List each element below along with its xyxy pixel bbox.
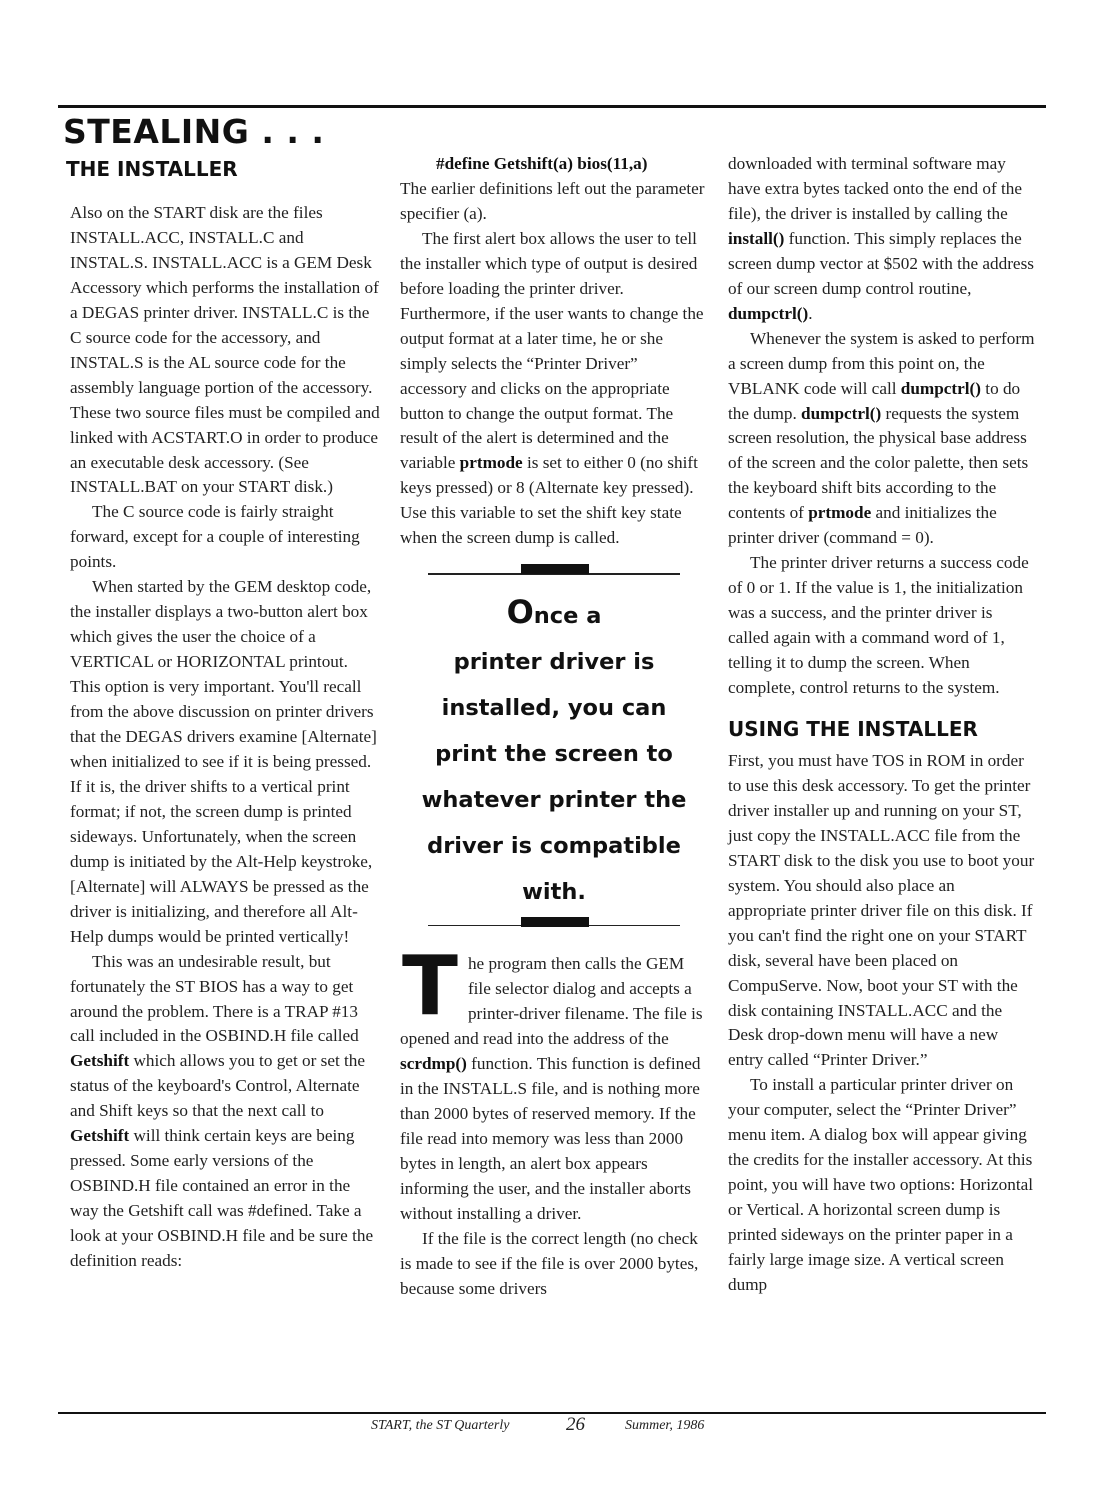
paragraph-text: downloaded with terminal software may have extra bytes tacked onto the end of the file), the driver is installed by calling the (728, 154, 1022, 223)
footer-publication: START, the ST Quarterly (371, 1418, 510, 1433)
paragraph-text: Whenever the system is asked to perform a screen dump from this point on, the VBLANK code will call (728, 328, 1035, 398)
paragraph: If the file is the correct length (no check is made to see if the file is over 2000 bytes, because some drivers (400, 1228, 699, 1298)
paragraph-text: which allows you to get or set the status of the keyboard's Control, Alternate and Shift keys so that the next call to (70, 1051, 366, 1121)
code-term: prtmode (808, 503, 872, 523)
paragraph-text: and initializes the printer driver (command = 0). (728, 503, 997, 548)
pull-quote-text (400, 575, 708, 925)
paragraph (728, 327, 1036, 552)
pull-quote-line: with. (522, 878, 586, 905)
paragraph (400, 227, 708, 551)
paragraph-text: . (808, 303, 813, 323)
pull-quote-rule-bottom (428, 925, 680, 927)
paragraph: The printer driver returns a success code of 0 or 1. If the value is 1, the initialization was a success, and the printer driver is called again with a command word of 1, telling it to dump the screen. When complete, control returns to the system. (728, 553, 1029, 698)
pull-quote-initial: O (506, 592, 534, 631)
paragraph-text: The first alert box allows the user to tell the installer which type of output is desired before loading the printer driver. Furthermore, if the user wants to change the output format at a later time, he or she simply selects the “Printer Driver” accessory and clicks on the appropriate button to change the output format. The result of the alert is determined and the variable (400, 228, 704, 473)
top-rule (58, 105, 1046, 108)
section-heading-installer: THE INSTALLER (66, 157, 238, 181)
code-term: dumpctrl() (900, 378, 981, 398)
paragraph-text: This was an undesirable result, but fortunately the ST BIOS has a way to get around the problem. There is a TRAP #13 call included in the OSBIND.H file called (70, 951, 359, 1046)
footer-date: Summer, 1986 (625, 1418, 705, 1433)
drop-cap: T (402, 939, 458, 1035)
pull-quote-line: printer driver is (453, 648, 655, 675)
section-heading-using: USING THE INSTALLER (728, 716, 978, 741)
pull-quote-line-text: nce a (533, 602, 602, 629)
article-title: STEALING . . . (63, 112, 325, 151)
paragraph-text: requests the system screen resolution, the physical base address of the screen and the color palette, then sets the keyboard shift bits according to the contents of (728, 403, 1029, 523)
paragraph: Also on the START disk are the files INSTALL.ACC, INSTALL.C and INSTAL.S. INSTALL.ACC is a GEM Desk Accessory which performs the installation of a DEGAS printer driver. INSTALL.C is the C source code for the accessory, and INSTAL.S is the AL source code for the assembly language portion of the accessory. These two source files must be compiled and linked with ACSTART.O in order to produce an executable desk accessory. (See INSTALL.BAT on your START disk.) (70, 203, 380, 497)
paragraph-text: function. This function is defined in the INSTALL.S file, and is nothing more than 2000 bytes of reserved memory. If the file read into memory was less than 2000 bytes in length, an alert box appears informing the user, and the installer aborts without installing a driver. (400, 1054, 701, 1223)
paragraph-text: is set to either 0 (no shift keys pressed) or 8 (Alternate key pressed). Use this variable to set the shift key state when the screen dump is called. (400, 453, 698, 548)
pull-quote-line: whatever printer the (421, 786, 687, 813)
paragraph: First, you must have TOS in ROM in order to use this desk accessory. To get the printer driver installer up and running on your ST, just copy the INSTALL.ACC file from the START disk to the disk you use to boot your system. You should also place an appropriate printer driver file on this disk. If you can't find the right one on your START disk, several have been placed on CompuServe. Now, boot your ST with the disk containing INSTALL.ACC and the Desk drop-down menu will have a new entry called “Printer Driver.” (728, 750, 1035, 1070)
code-term: scrdmp() (400, 1054, 467, 1074)
code-define-line: #define Getshift(a) bios(11,a) (436, 154, 648, 173)
pull-quote-line: driver is compatible (427, 832, 681, 859)
paragraph: When started by the GEM desktop code, the installer displays a two-button alert box which gives the user the choice of a VERTICAL or HORIZONTAL printout. This option is very important. You'll recall from the above discussion on printer drivers that the DEGAS drivers examine [Alternate] when initialized to see if it is being pressed. If it is, the driver shifts to a vertical print format; if not, the screen dump is printed sideways. Unfortunately, when the screen dump is initiated by the Alt-Help keystroke, [Alternate] will ALWAYS be pressed as the driver is initializing, and therefore all Alt-Help dumps would be printed vertically! (70, 577, 377, 946)
code-term: prtmode (459, 453, 523, 473)
column-3 (728, 152, 1036, 1298)
paragraph: To install a particular printer driver on your computer, select the “Printer Driver” menu item. A dialog box will appear giving the credits for the installer accessory. At this point, you will have two options: Horizontal or Vertical. A horizontal screen dump is printed sideways on the printer paper in a fairly large image size. A vertical screen dump (728, 1075, 1034, 1294)
code-term: install() (728, 228, 785, 248)
column-1 (70, 201, 382, 1274)
pull-quote-line (400, 589, 708, 639)
paragraph (400, 939, 708, 1226)
rule-block (521, 564, 589, 574)
paragraph-text: to do the dump. (728, 378, 1021, 423)
pull-quote-rule-top (428, 573, 680, 575)
code-term: Getshift (70, 1051, 130, 1071)
paragraph: The C source code is fairly straight forward, except for a couple of interesting points. (70, 502, 360, 572)
code-term: dumpctrl() (728, 303, 809, 323)
pull-quote (400, 573, 708, 926)
paragraph: The earlier definitions left out the parameter specifier (a). (400, 178, 705, 223)
column-2 (400, 152, 708, 1302)
paragraph-text: will think certain keys are being pressed. Some early versions of the OSBIND.H file contained an error in the way the Getshift call was #defined. Take a look at your OSBIND.H file and be sure the definition reads: (70, 1126, 374, 1271)
code-term: dumpctrl() (801, 403, 882, 423)
paragraph (728, 152, 1036, 327)
pull-quote-line: print the screen to (435, 740, 673, 767)
rule-block (521, 917, 589, 927)
pull-quote-line: installed, you can (441, 694, 667, 721)
page-footer (0, 1414, 1099, 1438)
code-term: Getshift (70, 1126, 130, 1146)
paragraph-text: function. This simply replaces the screen dump vector at $502 with the address of our screen dump control routine, (728, 228, 1034, 298)
page-number: 26 (566, 1414, 585, 1435)
paragraph (70, 950, 382, 1274)
paragraph-text: he program then calls the GEM file selector dialog and accepts a printer-driver filename. The file is opened and read into the address of the (400, 954, 703, 1049)
